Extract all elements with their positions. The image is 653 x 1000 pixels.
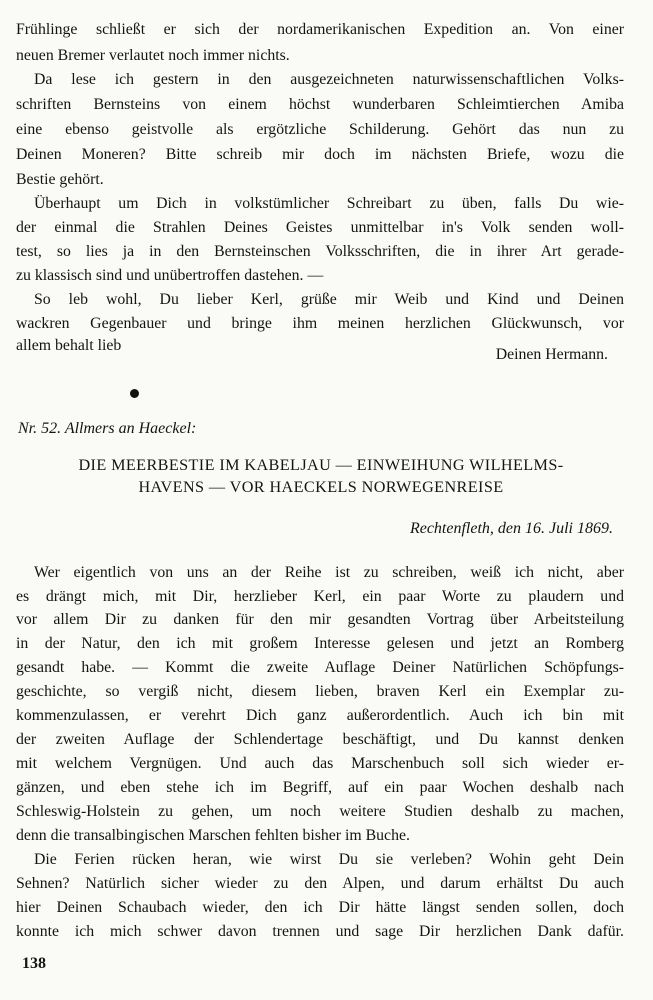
text-line: Sehnen? Natürlich sicher wieder zu den Alpen, und darum erhältst Du auch (16, 875, 624, 892)
text-line: schriften Bernsteins von einem höchst wunderbaren Schleimtierchen Amiba (16, 96, 624, 113)
text-line: der zweiten Auflage der Schlendertage beschäftigt, und Du kannst denken (16, 731, 624, 748)
text-line: eine ebenso geistvolle als ergötzliche Schilderung. Gehört das nun zu (16, 121, 624, 138)
letter-number: Nr. 52. Allmers an Haeckel: (18, 420, 197, 437)
page-number: 138 (22, 955, 46, 972)
text-line: Da lese ich gestern in den ausgezeichneten naturwissenschaftlichen Volks- (34, 71, 624, 88)
text-line: denn die transalbingischen Marschen fehlten bisher im Buche. (16, 827, 410, 844)
text-line: gesandt habe. — Kommt die zweite Auflage Deiner Natürlichen Schöpfungs- (16, 659, 624, 676)
text-line: gänzen, und eben stehe ich im Begriff, auf ein paar Wochen deshalb nach (16, 779, 624, 796)
text-line: Wer eigentlich von uns an der Reihe ist zu schreiben, weiß ich nicht, aber (34, 564, 624, 581)
text-line: Die Ferien rücken heran, wie wirst Du sie verleben? Wohin geht Dein (34, 851, 624, 868)
text-line: Frühlinge schließt er sich der nordamerikanischen Expedition an. Von einer (16, 21, 624, 38)
text-line: in der Natur, den ich mit großem Interesse gelesen und jetzt an Romberg (16, 635, 624, 652)
text-line: test, so lies ja in den Bernsteinschen Volksschriften, die in ihrer Art gerade- (16, 243, 624, 260)
text-line: neuen Bremer verlautet noch immer nichts. (16, 47, 290, 64)
text-line: mit welchem Vergnügen. Und auch das Marschenbuch soll sich wieder er- (16, 755, 624, 772)
text-line: So leb wohl, Du lieber Kerl, grüße mir Weib und Kind und Deinen (34, 291, 624, 308)
letter-title-line1: DIE MEERBESTIE IM KABELJAU — EINWEIHUNG WILHELMS- (78, 456, 564, 474)
text-line: kommenzulassen, er verehrt Dich ganz außerordentlich. Auch ich bin mit (16, 707, 624, 724)
text-line: Überhaupt um Dich in volkstümlicher Schreibart zu üben, falls Du wie- (34, 195, 624, 212)
text-line: konnte ich mich schwer davon trennen und sage Dir herzlichen Dank dafür. (16, 923, 624, 940)
text-line: zu klassisch sind und unübertroffen dastehen. — (16, 267, 324, 284)
text-line: Deinen Moneren? Bitte schreib mir doch im nächsten Briefe, wozu die (16, 146, 624, 163)
text-line: hier Deinen Schaubach wieder, den ich Dir hätte längst senden sollen, doch (16, 899, 624, 916)
text-line: allem behalt lieb (16, 337, 122, 354)
text-line: wackren Gegenbauer und bringe ihm meinen herzlichen Glückwunsch, vor (16, 315, 624, 332)
letter-title-line2: HAVENS — VOR HAECKELS NORWEGENREISE (138, 478, 504, 496)
text-line: geschichte, so vergiß nicht, diesem lieben, braven Kerl ein Exemplar zu- (16, 683, 624, 700)
bullet-mark (130, 389, 139, 398)
text-line: Schleswig-Holstein zu gehen, um noch weitere Studien deshalb zu machen, (16, 803, 624, 820)
text-line: es drängt mich, mit Dir, herzlieber Kerl, ein paar Worte zu plaudern und (16, 588, 624, 605)
text-line: der einmal die Strahlen Deines Geistes unmittelbar in's Volk senden woll- (16, 219, 624, 236)
dateline: Rechtenfleth, den 16. Juli 1869. (409, 520, 613, 537)
text-line: vor allem Dir zu danken für den mir gesandten Vortrag über Arbeitsteilung (16, 611, 624, 628)
text-line: Bestie gehört. (16, 171, 104, 188)
signature: Deinen Hermann. (495, 346, 608, 363)
